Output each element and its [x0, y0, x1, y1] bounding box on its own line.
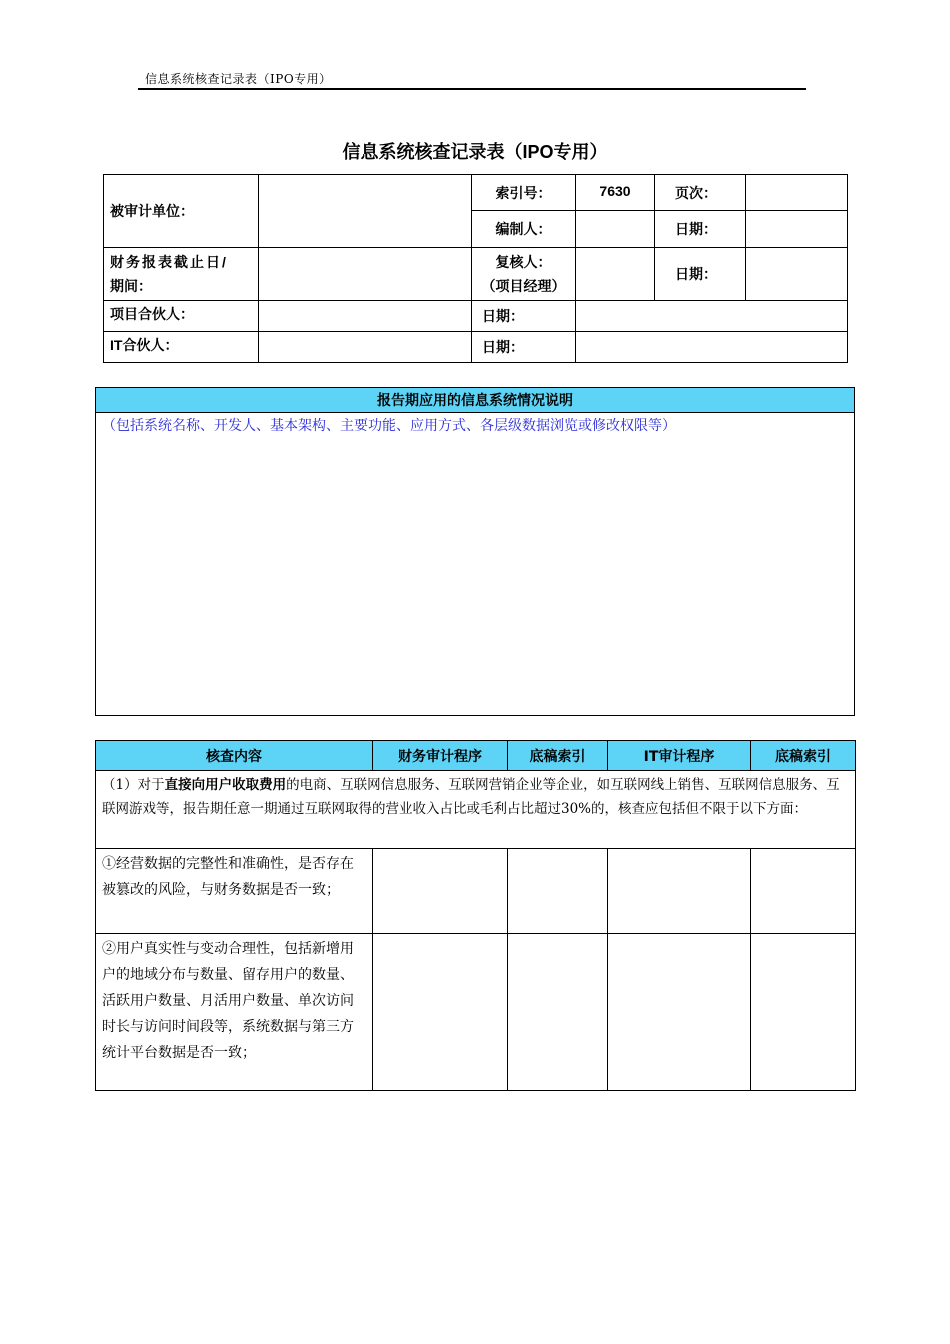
- partner-label: 项目合伙人：: [104, 301, 259, 332]
- index-no-label: 索引号：: [472, 175, 576, 211]
- date-label: 日期：: [655, 248, 746, 301]
- date-label: 日期：: [472, 332, 576, 363]
- index-cell[interactable]: [508, 934, 608, 1091]
- preparer-label: 编制人：: [472, 211, 576, 248]
- period-label: [104, 248, 259, 301]
- period-label-line2: 期间：: [110, 278, 152, 294]
- it-audit-cell[interactable]: [608, 849, 751, 934]
- reviewer-label: [472, 248, 576, 301]
- check-item: ②用户真实性与变动合理性，包括新增用户的地域分布与数量、留存用户的数量、活跃用户数量、月活用户数量、单次访问时长与访问时间段等，系统数据与第三方统计平台数据是否一致；: [96, 934, 373, 1091]
- header-working-paper-index: 底稿索引: [508, 741, 608, 771]
- header-working-paper-index: 底稿索引: [751, 741, 856, 771]
- it-partner-field[interactable]: [259, 332, 472, 363]
- date-label: 日期：: [655, 211, 746, 248]
- intro-suffix: 的电商、互联网信息服务、互联网营销企业等企业，如互联网线上销售、互联网信息服务、互联网游戏等，报告期任意一期通过互联网取得的营业收入占比或毛利占比超过30%的，核查应包括但不限于以下方面：: [102, 777, 840, 817]
- reviewer-label-line1: 复核人：: [495, 254, 552, 270]
- page-label: 页次：: [655, 175, 746, 211]
- date-field[interactable]: [746, 248, 848, 301]
- running-header: 信息系统核查记录表（IPO专用）: [145, 72, 332, 86]
- description-hint: （包括系统名称、开发人、基本架构、主要功能、应用方式、各层级数据浏览或修改权限等）: [102, 418, 676, 434]
- check-table: [95, 740, 856, 1091]
- section-header: 报告期应用的信息系统情况说明: [96, 388, 855, 413]
- financial-audit-cell[interactable]: [373, 849, 508, 934]
- reviewer-label-line2: （项目经理）: [481, 278, 566, 294]
- date-field[interactable]: [746, 211, 848, 248]
- check-intro: [96, 771, 856, 849]
- header-financial-audit: 财务审计程序: [373, 741, 508, 771]
- header-check-content: 核查内容: [96, 741, 373, 771]
- audited-entity-label: 被审计单位：: [104, 175, 259, 248]
- it-audit-cell[interactable]: [608, 934, 751, 1091]
- period-field[interactable]: [259, 248, 472, 301]
- period-label-line1: 财务报表截止日/: [110, 254, 228, 270]
- page-field[interactable]: [746, 175, 848, 211]
- financial-audit-cell[interactable]: [373, 934, 508, 1091]
- date-field[interactable]: [576, 301, 848, 332]
- index-cell[interactable]: [751, 849, 856, 934]
- index-cell[interactable]: [508, 849, 608, 934]
- header-rule: [138, 88, 806, 90]
- header-it-audit: IT审计程序: [608, 741, 751, 771]
- reviewer-field[interactable]: [576, 248, 655, 301]
- preparer-field[interactable]: [576, 211, 655, 248]
- intro-prefix: （1）对于: [102, 777, 165, 793]
- intro-emphasis: 直接向用户收取费用: [164, 777, 287, 792]
- index-no-value[interactable]: 7630: [576, 175, 655, 211]
- system-description-table: [95, 387, 855, 716]
- audited-entity-field[interactable]: [259, 175, 472, 248]
- partner-field[interactable]: [259, 301, 472, 332]
- date-label: 日期：: [472, 301, 576, 332]
- date-field[interactable]: [576, 332, 848, 363]
- it-partner-label: IT合伙人：: [104, 332, 259, 363]
- index-cell[interactable]: [751, 934, 856, 1091]
- page-title: 信息系统核查记录表（IPO专用）: [342, 142, 608, 162]
- check-item: ①经营数据的完整性和准确性，是否存在被篡改的风险，与财务数据是否一致；: [96, 849, 373, 934]
- system-description-field[interactable]: [96, 413, 855, 716]
- info-table: [103, 174, 848, 363]
